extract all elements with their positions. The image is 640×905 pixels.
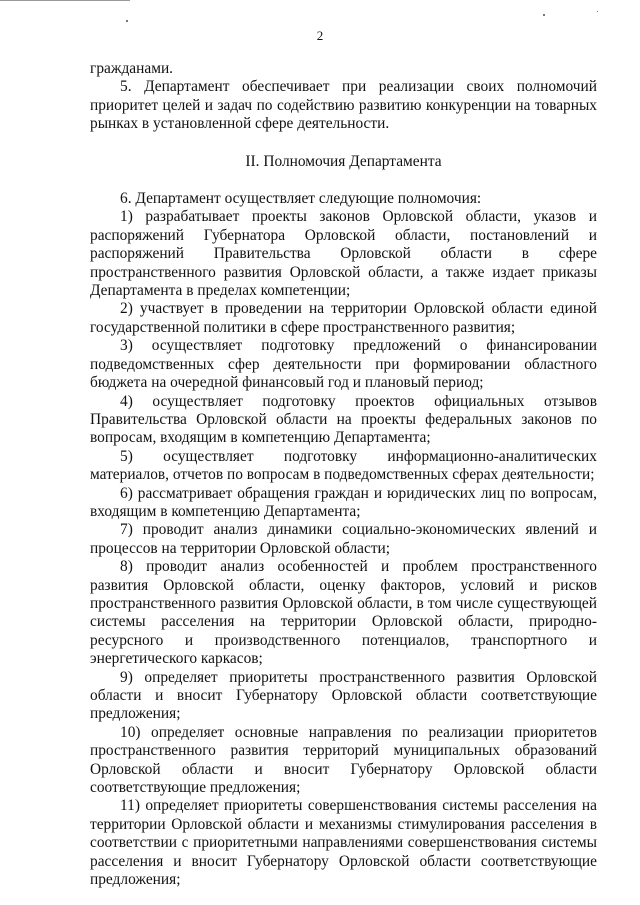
- paragraph: 7) проводит анализ динамики социально-экономических явлений и процессов на территории Орловской области;: [90, 521, 597, 557]
- paragraphs-after-heading: [90, 190, 597, 889]
- paragraph: 8) проводит анализ особенностей и проблем пространственного развития Орловской области, оценку факторов, условий и рисков пространственного развития Орловской области, в том числе существующей системы расселения на территории Орловской области, природно-ресурсного и производственного потенциалов, транспортного и энергетического каркасов;: [90, 558, 597, 668]
- paragraph: 3) осуществляет подготовку предложений о финансировании подведомственных сфер деятельности при формировании областного бюджета на очередной финансовый год и плановый период;: [90, 337, 597, 392]
- paragraph: 10) определяет основные направления по реализации приоритетов пространственного развития территорий муниципальных образований Орловской области и вносит Губернатору Орловской области соответствующие предложения;: [90, 723, 597, 797]
- paragraph: 6) рассматривает обращения граждан и юридических лиц по вопросам, входящим в компетенцию Департамента;: [90, 484, 597, 520]
- paragraph: 5. Департамент обеспечивает при реализации своих полномочий приоритет целей и задач по содействию развитию конкуренции на товарных рынках в установленной сфере деятельности.: [90, 78, 597, 133]
- paragraph: 11) определяет приоритеты совершенствования системы расселения на территории Орловской области и механизмы стимулирования расселения в соответствии с приоритетными направлениями совершенствования системы расселения и вносит Губернатору Орловской области соответствующие предложения;: [90, 797, 597, 889]
- paragraphs-before-heading: [90, 60, 597, 134]
- paragraph: 5) осуществляет подготовку информационно-аналитических материалов, отчетов по вопросам в подведомственных сферах деятельности;: [90, 447, 597, 484]
- paragraph: 2) участвует в проведении на территории Орловской области единой государственной политики в сфере пространственного развития;: [90, 300, 597, 336]
- scan-artifact: [543, 14, 545, 16]
- scan-artifact: [0, 0, 130, 1]
- paragraph: гражданами.: [90, 60, 174, 77]
- scan-artifact: [597, 11, 598, 12]
- paragraph: 9) определяет приоритеты пространственного развития Орловской области и вносит Губернатору Орловской области соответствующие предложения;: [90, 668, 597, 723]
- paragraph: 1) разрабатывает проекты законов Орловской области, указов и распоряжений Губернатора Орловской области, постановлений и распоряжений Правительства Орловской области в сфере пространственного развития Орловской области, а также издает приказы Департамента в пределах компетенции;: [90, 208, 597, 300]
- scan-artifact: [126, 20, 128, 22]
- document-body: [90, 60, 597, 889]
- page-number: 2: [316, 28, 324, 43]
- paragraph: 6. Департамент осуществляет следующие полномочия:: [120, 190, 482, 208]
- paragraph: 4) осуществляет подготовку проектов официальных отзывов Правительства Орловской области на проекты федеральных законов по вопросам, входящим в компетенцию Департамента;: [90, 392, 597, 447]
- section-heading: II. Полномочия Департамента: [245, 152, 442, 170]
